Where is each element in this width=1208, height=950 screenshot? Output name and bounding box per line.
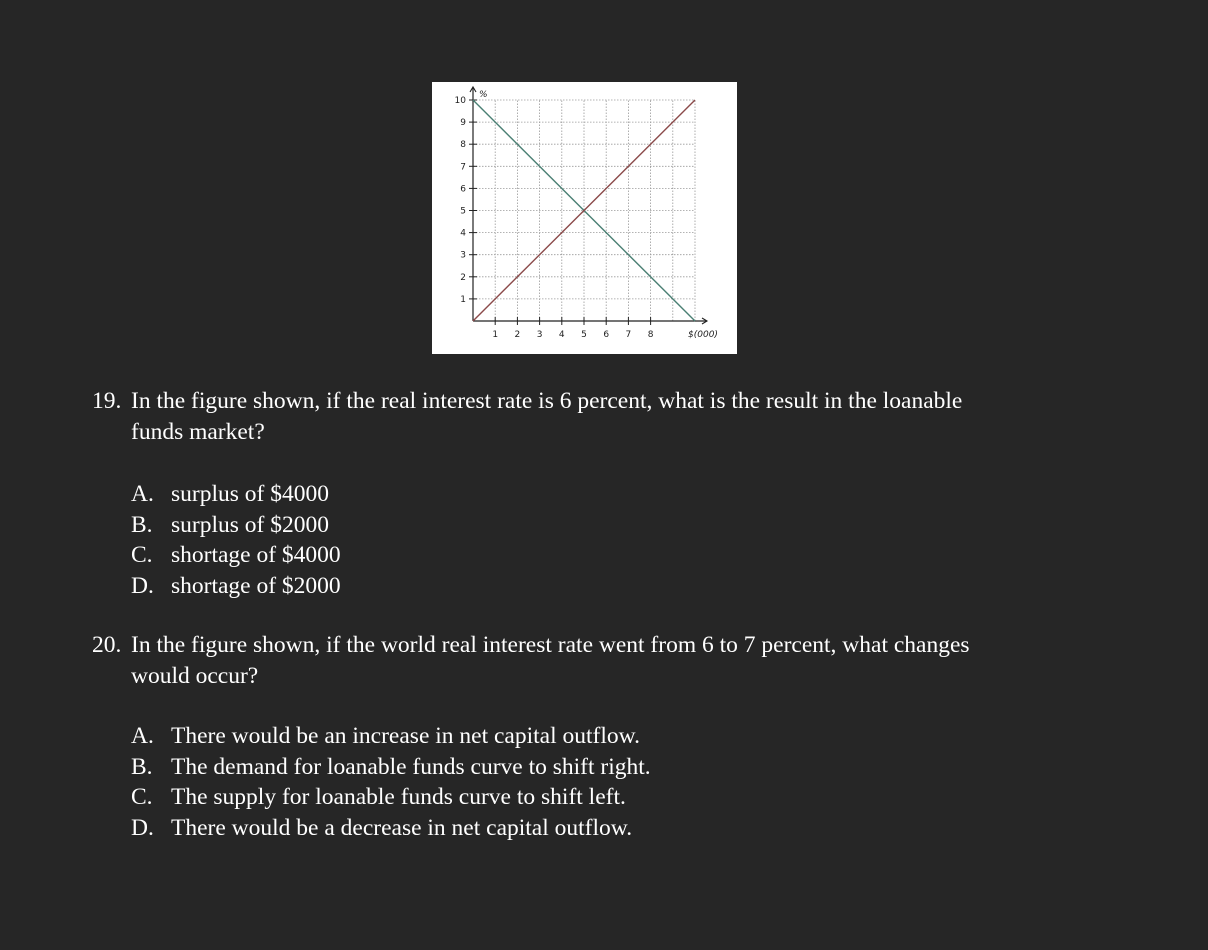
x-tick-label: 7	[625, 330, 632, 340]
question-text-line: In the figure shown, if the real interest rate is 6 percent, what is the result in the loanable	[131, 388, 963, 414]
x-axis-label: $(000)	[688, 330, 718, 340]
choice-letter: D.	[131, 814, 154, 841]
x-tick-label: 4	[558, 330, 565, 340]
loanable-funds-chart	[432, 82, 737, 354]
choice-letter: B.	[131, 511, 153, 538]
y-tick-label: 5	[460, 206, 466, 217]
y-tick-label: 3	[460, 250, 466, 261]
question-text-line: funds market?	[131, 419, 265, 445]
choice-a[interactable]	[131, 721, 651, 752]
choice-text: surplus of $4000	[171, 481, 329, 507]
y-tick-label: 4	[460, 228, 466, 239]
loanable-funds-figure	[432, 82, 737, 354]
y-tick-label: 2	[460, 272, 466, 283]
choice-text: shortage of $2000	[171, 572, 341, 599]
x-tick-label: 1	[492, 330, 499, 340]
question-20	[92, 630, 1092, 692]
choice-text: shortage of $4000	[171, 542, 341, 568]
x-tick-label: 2	[514, 330, 521, 340]
choice-text: There would be a decrease in net capital outflow.	[171, 814, 633, 841]
choice-text: The demand for loanable funds curve to shift right.	[171, 753, 651, 780]
y-tick-label: 8	[460, 140, 466, 151]
question-text-line: In the figure shown, if the world real interest rate went from 6 to 7 percent, what changes	[131, 632, 970, 658]
choice-c[interactable]	[131, 782, 651, 813]
y-tick-label: 9	[460, 118, 466, 129]
choice-b[interactable]	[131, 510, 341, 541]
choice-text: The supply for loanable funds curve to shift left.	[171, 784, 626, 810]
y-tick-label: 6	[460, 184, 466, 195]
y-tick-label: 10	[454, 96, 466, 106]
choice-letter: B.	[131, 753, 153, 780]
choice-d[interactable]	[131, 813, 651, 844]
choice-a[interactable]	[131, 479, 341, 510]
question-number: 19.	[92, 388, 122, 414]
y-axis-label: %	[479, 90, 488, 100]
choice-letter: A.	[131, 481, 154, 507]
y-tick-label: 1	[460, 294, 466, 305]
choice-c[interactable]	[131, 540, 341, 571]
chart-labels	[455, 90, 718, 340]
choice-b[interactable]	[131, 752, 651, 783]
x-tick-label: 8	[647, 330, 654, 340]
choice-text: surplus of $2000	[171, 511, 329, 538]
question-19	[92, 386, 1092, 448]
choice-letter: C.	[131, 542, 153, 568]
x-tick-label: 3	[536, 330, 543, 340]
choice-letter: C.	[131, 784, 153, 810]
question-19-choices	[131, 479, 341, 601]
choice-text: There would be an increase in net capital outflow.	[171, 723, 640, 749]
question-number: 20.	[92, 632, 122, 658]
y-tick-label: 7	[460, 162, 466, 173]
choice-letter: A.	[131, 723, 154, 749]
choice-d[interactable]	[131, 571, 341, 602]
choice-letter: D.	[131, 572, 154, 599]
x-tick-label: 6	[603, 330, 610, 340]
question-text-line: would occur?	[131, 663, 259, 689]
question-20-choices	[131, 721, 651, 843]
x-tick-label: 5	[581, 330, 587, 340]
